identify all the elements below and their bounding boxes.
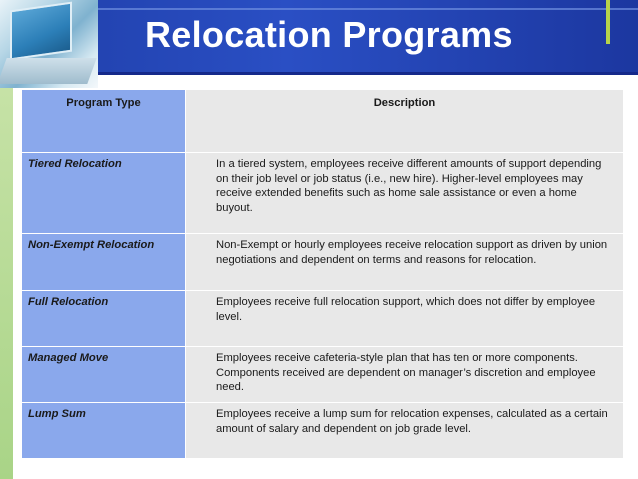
program-type-cell: Full Relocation xyxy=(22,291,186,347)
program-type-cell: Lump Sum xyxy=(22,403,186,459)
sidebar-stripe xyxy=(0,88,13,479)
description-cell: Non-Exempt or hourly employees receive relocation support as driven by union negotiations and dependent on terms and reasons for relocation. xyxy=(186,234,624,291)
title-band-top-line xyxy=(98,8,638,10)
table-header-row xyxy=(22,90,623,153)
program-type-cell: Managed Move xyxy=(22,347,186,403)
description-cell: Employees receive cafeteria-style plan that has ten or more components. Components received are dependent on manager’s discretion and employee need. xyxy=(186,347,624,403)
keyboard-shape xyxy=(0,58,97,84)
description-cell: In a tiered system, employees receive different amounts of support depending on their job level or job status (i.e., new hire). Higher-level employees may receive extended benefits such as home sale assistance or even a home buyout. xyxy=(186,153,624,234)
table-row xyxy=(22,347,623,403)
program-type-cell: Non-Exempt Relocation xyxy=(22,234,186,291)
programs-table xyxy=(22,90,623,459)
program-type-cell: Tiered Relocation xyxy=(22,153,186,234)
table-row xyxy=(22,234,623,291)
programs-table-container xyxy=(22,90,622,458)
page-title: Relocation Programs xyxy=(145,14,513,55)
header-description: Description xyxy=(186,90,624,153)
description-cell: Employees receive a lump sum for relocation expenses, calculated as a certain amount of salary and dependent on job grade level. xyxy=(186,403,624,459)
monitor-screen-shape xyxy=(10,2,72,61)
table-row xyxy=(22,153,623,234)
table-row xyxy=(22,291,623,347)
header-program-type: Program Type xyxy=(22,90,186,153)
description-cell: Employees receive full relocation support, which does not differ by employee level. xyxy=(186,291,624,347)
accent-bar xyxy=(606,0,610,44)
computer-photo xyxy=(0,0,98,88)
table-row xyxy=(22,403,623,459)
